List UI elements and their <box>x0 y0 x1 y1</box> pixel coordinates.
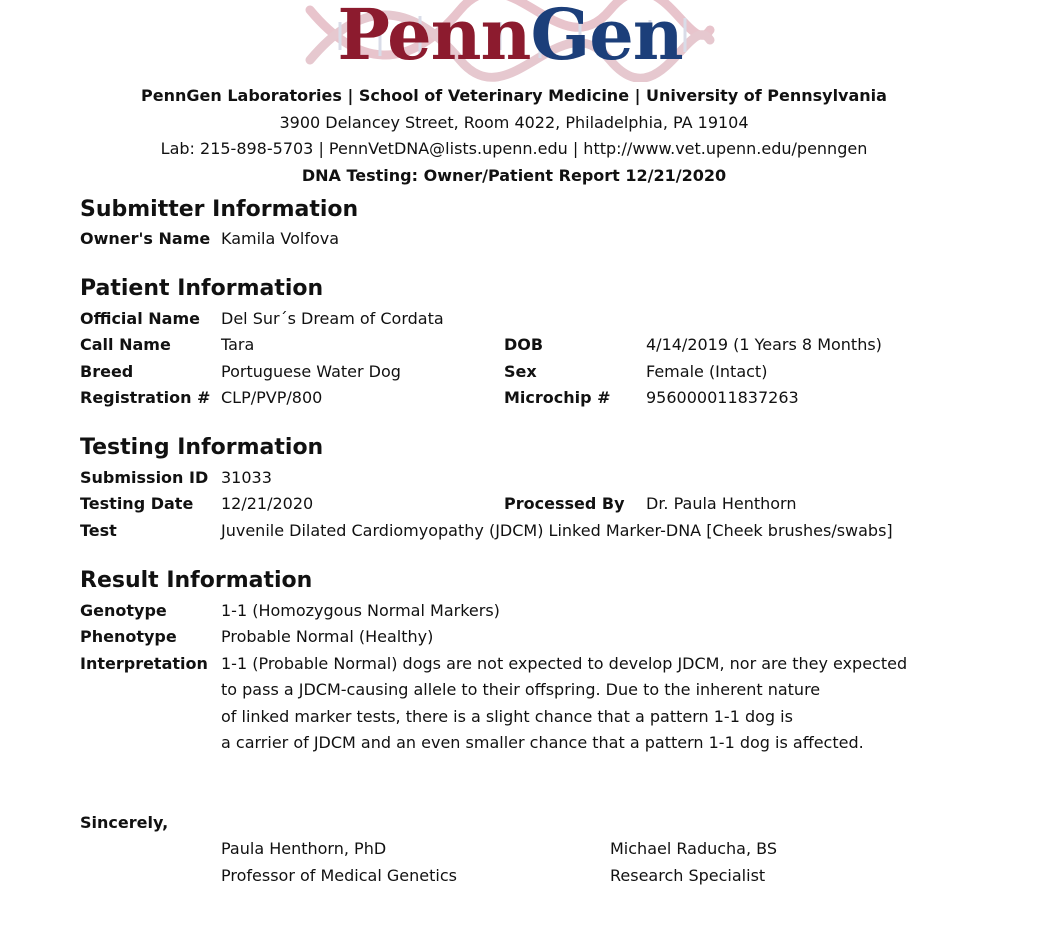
interpretation-line: a carrier of JDCM and an even smaller chance that a pattern 1-1 dog is affected. <box>221 733 864 752</box>
interpretation-line: 1-1 (Probable Normal) dogs are not expected to develop JDCM, nor are they expected <box>221 654 908 673</box>
breed-value: Portuguese Water Dog <box>221 362 401 381</box>
interpretation-label: Interpretation <box>80 654 208 673</box>
phenotype-label: Phenotype <box>80 627 177 646</box>
dob-value: 4/14/2019 (1 Years 8 Months) <box>646 335 882 354</box>
registration-label: Registration # <box>80 388 211 407</box>
genotype-value: 1-1 (Homozygous Normal Markers) <box>221 601 500 620</box>
logo-wordmark <box>300 0 720 76</box>
signer2-title: Research Specialist <box>610 866 766 885</box>
testing-date-label: Testing Date <box>80 494 194 513</box>
address-line: 3900 Delancey Street, Room 4022, Philadelphia, PA 19104 <box>279 113 749 132</box>
patient-section-title: Patient Information <box>80 276 324 301</box>
testing-date-value: 12/21/2020 <box>221 494 314 513</box>
logo-part-gen: Gen <box>530 0 683 76</box>
signer1-title: Professor of Medical Genetics <box>221 866 457 885</box>
processed-by-label: Processed By <box>504 494 625 513</box>
submission-id-label: Submission ID <box>80 468 209 487</box>
interpretation-line: to pass a JDCM-causing allele to their offspring. Due to the inherent nature <box>221 680 821 699</box>
submitter-section-title: Submitter Information <box>80 197 359 222</box>
result-section-title: Result Information <box>80 568 313 593</box>
signer1-name: Paula Henthorn, PhD <box>221 839 387 858</box>
submission-id-value: 31033 <box>221 468 272 487</box>
sex-value: Female (Intact) <box>646 362 768 381</box>
registration-value: CLP/PVP/800 <box>221 388 323 407</box>
org-line: PennGen Laboratories | School of Veterinary Medicine | University of Pennsylvania <box>141 86 887 105</box>
test-label: Test <box>80 521 117 540</box>
report-title: DNA Testing: Owner/Patient Report 12/21/2020 <box>301 166 727 185</box>
breed-label: Breed <box>80 362 134 381</box>
genotype-label: Genotype <box>80 601 167 620</box>
call-name-label: Call Name <box>80 335 171 354</box>
owner-name-value: Kamila Volfova <box>221 229 340 248</box>
official-name-label: Official Name <box>80 309 200 328</box>
owner-name-label: Owner's Name <box>80 229 211 248</box>
call-name-value: Tara <box>221 335 255 354</box>
phenotype-value: Probable Normal (Healthy) <box>221 627 434 646</box>
testing-section-title: Testing Information <box>80 435 324 460</box>
sincerely-text: Sincerely, <box>80 813 169 832</box>
official-name-value: Del Sur´s Dream of Cordata <box>221 309 444 328</box>
interpretation-line: of linked marker tests, there is a slight chance that a pattern 1-1 dog is <box>221 707 793 726</box>
penngen-logo <box>300 0 720 82</box>
dob-label: DOB <box>504 335 544 354</box>
contact-line: Lab: 215-898-5703 | PennVetDNA@lists.upenn.edu | http://www.vet.upenn.edu/penngen <box>160 139 868 158</box>
logo-part-penn: Penn <box>337 0 531 76</box>
signer2-name: Michael Raducha, BS <box>610 839 777 858</box>
processed-by-value: Dr. Paula Henthorn <box>646 494 797 513</box>
sex-label: Sex <box>504 362 537 381</box>
microchip-label: Microchip # <box>504 388 611 407</box>
test-value: Juvenile Dilated Cardiomyopathy (JDCM) Linked Marker-DNA [Cheek brushes/swabs] <box>221 521 893 540</box>
microchip-value: 956000011837263 <box>646 388 799 407</box>
